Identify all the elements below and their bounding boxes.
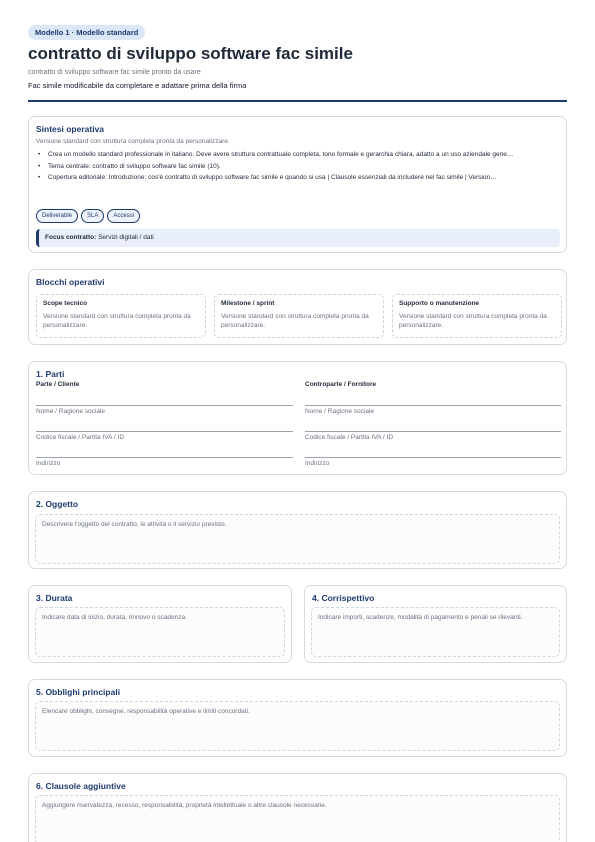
client-taxid-line[interactable] [36,431,293,432]
focus-label: Focus contratto: [45,234,97,241]
chip-accessi: Accessi [107,209,140,223]
obligations-placeholder: Elencare obblighi, consegne, responsabilità operative e limiti concordati. [42,708,250,715]
parties-title: 1. Parti [36,369,65,379]
client-address-label: Indirizzo [36,460,61,467]
client-taxid-label: Codice fiscale / Partita IVA / ID [36,434,125,441]
summary-description: Versione standard con struttura completa pronta da personalizzare. [36,138,230,145]
summary-bullets [36,150,556,185]
summary-card [28,116,567,253]
obligations-title: 5. Obblighi principali [36,687,121,697]
object-placeholder: Descrivere l'oggetto del contratto, le attività o il servizio previsto. [42,521,227,528]
page-title: contratto di sviluppo software fac simile [28,44,353,63]
client-address-line[interactable] [36,457,293,458]
focus-callout [36,229,560,247]
fee-placeholder: Indicare importi, scadenze, modalità di pagamento e penali se rilevanti. [318,614,523,621]
duration-title: 3. Durata [36,593,73,603]
blocks-card [28,269,567,345]
obligations-card [28,679,567,757]
obligations-textarea[interactable] [35,701,560,751]
block-title: Scope tecnico [43,300,88,307]
supplier-address-label: Indirizzo [305,460,330,467]
block-title: Supporto o manutenzione [399,300,480,307]
client-name-label: Nome / Ragione sociale [36,408,106,415]
block-description: Versione standard con struttura completa pronta da personalizzare. [221,313,369,329]
fee-card [304,585,567,663]
clauses-card [28,773,567,842]
duration-placeholder: Indicare data di inizio, durata, rinnovo o scadenza. [42,614,187,621]
block-scope [36,294,206,338]
chip-sla: SLA [81,209,104,223]
tag-chips [36,209,140,223]
block-description: Versione standard con struttura completa pronta da personalizzare. [43,313,191,329]
clauses-title: 6. Clausole aggiuntive [36,781,126,791]
object-textarea[interactable] [35,514,560,564]
object-title: 2. Oggetto [36,499,79,509]
header-divider [28,100,567,102]
supplier-name-label: Nome / Ragione sociale [305,408,375,415]
list-item: • Crea un modello standard professionale in italiano. Deve avere struttura contrattuale completa, tono formale e gerarchia chiara, adatto a un uso aziendale gene… [36,150,556,160]
block-title: Milestone / sprint [221,300,275,307]
block-milestone [214,294,384,338]
clauses-textarea[interactable] [35,795,560,842]
template-badge: Modello 1 · Modello standard [28,25,145,40]
client-name-line[interactable] [36,405,293,406]
duration-card [28,585,292,663]
fee-textarea[interactable] [311,607,560,657]
supplier-taxid-line[interactable] [305,431,561,432]
supplier-heading: Controparte / Fornitore [305,381,377,388]
clauses-placeholder: Aggiungere riservatezza, recesso, responsabilità, proprietà intellettuale o altre clausole necessarie. [42,802,327,809]
object-card [28,491,567,569]
page-tagline: Fac simile modificabile da completare e adattare prima della firma [28,81,247,90]
supplier-taxid-label: Codice fiscale / Partita IVA / ID [305,434,394,441]
blocks-title: Blocchi operativi [36,277,105,287]
client-heading: Parte / Cliente [36,381,80,388]
parties-card [28,361,567,475]
supplier-name-line[interactable] [305,405,561,406]
fee-title: 4. Corrispettivo [312,593,375,603]
focus-value: Servizi digitali / dati [98,234,154,241]
duration-textarea[interactable] [35,607,285,657]
page-subtitle: contratto di sviluppo software fac simile pronto da usare [28,69,201,76]
block-support [392,294,562,338]
summary-title: Sintesi operativa [36,124,105,134]
list-item: • Copertura editoriale: Introduzione: cos'è contratto di sviluppo software fac simile e quando si usa | Clausole essenziali da includere nel fac simile | Version… [36,173,556,183]
list-item: • Tema centrale: contratto di sviluppo software fac simile (10). [36,162,556,172]
block-description: Versione standard con struttura completa pronta da personalizzare. [399,313,547,329]
chip-deliverable: Deliverable [36,209,78,223]
supplier-address-line[interactable] [305,457,561,458]
